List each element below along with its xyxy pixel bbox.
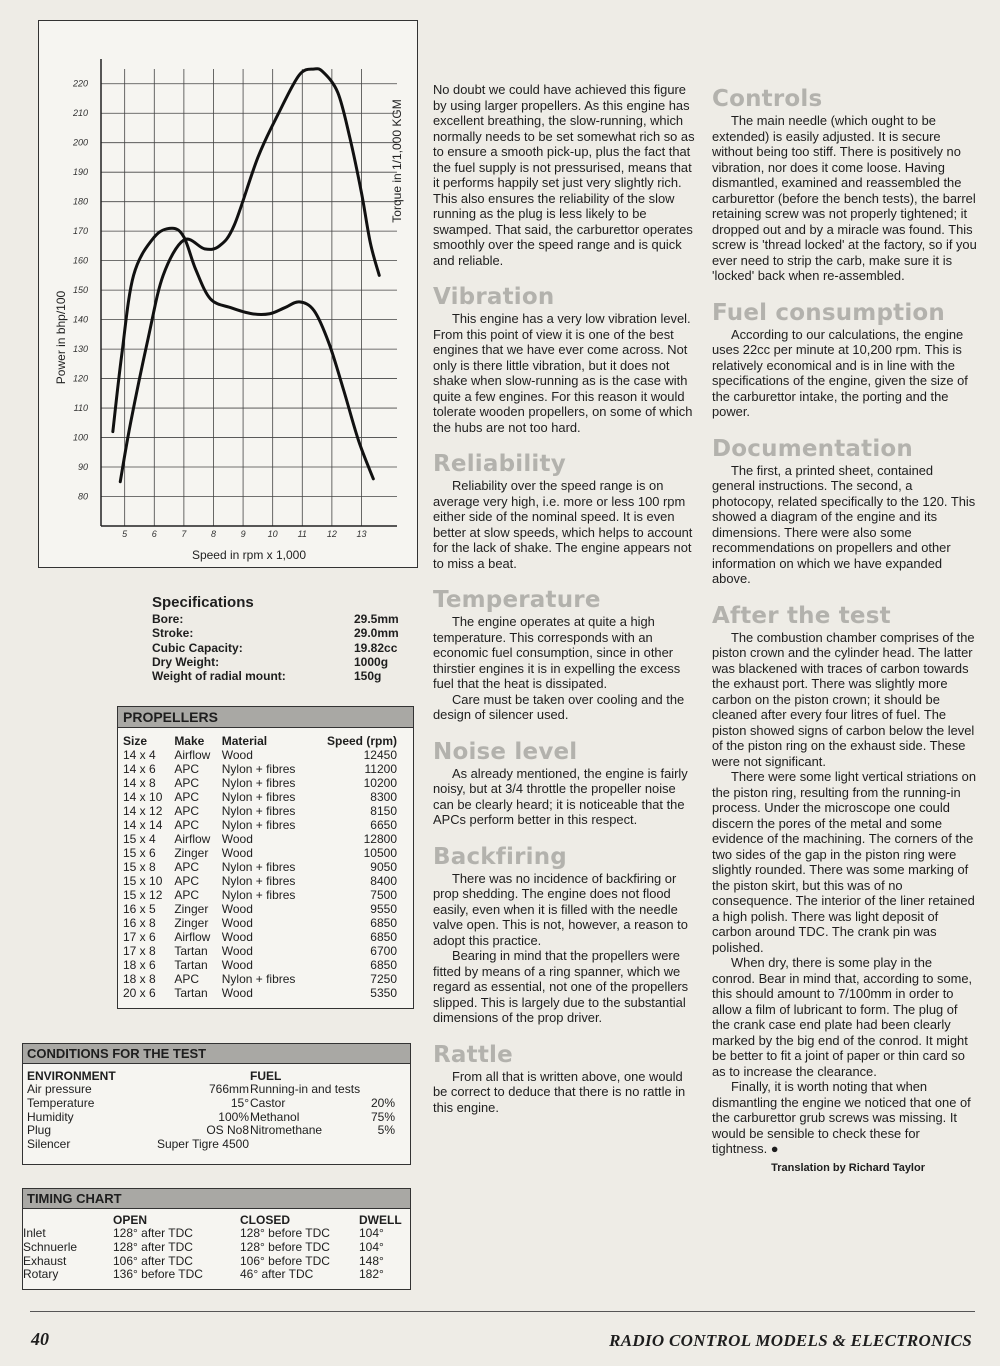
table-cell: Wood <box>221 944 253 958</box>
spec-label: Bore: <box>152 612 184 626</box>
timing-header: OPEN <box>113 1213 148 1227</box>
table-cell: Nylon + fibres <box>221 762 296 776</box>
table-row <box>118 986 413 1000</box>
paragraph: When dry, there is some play in the conrod. Bear in mind that, according to some, this should amount to 7/100mm in order to allow a film of lubricant to form. The plug of the crank case end plate had been clearly marked by the big end of the conrod. It might be better to fit a joint of paper or thin card so as to increase the clearance. <box>712 955 973 1079</box>
x-tick-label: 12 <box>326 529 337 539</box>
paragraph: Bearing in mind that the propellers were fitted by means of a ring spanner, which we regard as essential, not one of the propellers slipped. This is largely due to the substantial dimensions of the prop driver. <box>433 948 689 1025</box>
table-cell: Nylon + fibres <box>221 888 296 902</box>
timing-cell: 148° <box>359 1253 384 1268</box>
timing-cell: Exhaust <box>23 1253 67 1268</box>
spec-label: Weight of radial mount: <box>152 669 286 684</box>
table-cell: Wood <box>221 902 253 916</box>
table-cell: Wood <box>221 958 253 972</box>
paragraph: No doubt we could have achieved this figure by using larger propellers. As this engine has excellent breathing, the slow-running, which normally needs to be set somewhat rich so as to ensure a smooth pick-up, plus the fact that the fuel supply is not pressurised, means that it performs happily set just very slightly rich. This also ensures the reliability of the slow running as the plug is less likely to be swamped. That said, the carburettor operates smoothly over the speed range and is quick and reliable. <box>433 82 695 268</box>
y-tick-label: 90 <box>77 462 88 473</box>
fuel-label: Nitromethane <box>250 1123 323 1138</box>
table-cell: 5350 <box>370 986 397 1000</box>
propellers-header: Speed (rpm) <box>326 734 397 748</box>
environment-row <box>27 1083 249 1097</box>
section-heading: Fuel consumption <box>712 299 945 326</box>
table-cell: 8400 <box>370 874 397 888</box>
table-row <box>118 874 413 888</box>
fuel-label: Castor <box>250 1095 286 1110</box>
y-tick-label: 140 <box>72 314 88 325</box>
paragraph: This engine has a very low vibration level. From this point of view it is one of the best engines that we have ever come across. Not only is there little vibration, but it does not shake when slow-running as is the case with quite a few engines. For this reason it would tolerate wooden propellers, on some of which the hubs are not too hard. <box>433 311 693 435</box>
paragraph: There was no incidence of backfiring or prop shedding. The engine does not flood easily, even when it is filled with the needle valve open. This is not, however, a reason to adopt this practice. <box>433 870 688 948</box>
section-heading: Vibration <box>433 284 555 310</box>
table-row <box>118 958 413 972</box>
table-cell: 6850 <box>370 958 397 972</box>
x-tick-label: 11 <box>297 529 307 539</box>
table-cell: 17 x 6 <box>123 930 156 944</box>
timing-title: TIMING CHART <box>23 1189 410 1209</box>
fuel-value: 20% <box>370 1095 395 1110</box>
section-heading: Rattle <box>433 1041 513 1068</box>
section-heading: After the test <box>712 602 891 629</box>
table-cell: Nylon + fibres <box>221 972 296 986</box>
table-cell: 15 x 8 <box>123 860 156 874</box>
table-cell: Nylon + fibres <box>221 874 296 888</box>
environment-label: Temperature <box>27 1095 95 1110</box>
x-tick-label: 6 <box>151 529 157 539</box>
footer-rule <box>30 1311 975 1312</box>
paragraph: Care must be taken over cooling and the design of silencer used. <box>433 691 685 722</box>
table-cell: 9050 <box>370 860 397 874</box>
timing-cell: Schnuerle <box>23 1239 78 1254</box>
timing-box <box>22 1188 411 1290</box>
paragraph: The first, a printed sheet, contained general instructions. The second, a photocopy, related specifically to the 120. This showed a diagram of the engine and its dimensions. There were also some recommendations on propellers and other information on which we have expanded above. <box>712 462 976 586</box>
table-cell: 8300 <box>370 790 397 804</box>
timing-cell: Inlet <box>23 1226 46 1240</box>
page-number: 40 <box>31 1329 49 1349</box>
timing-cell: 128° before TDC <box>240 1226 330 1240</box>
conditions-box <box>22 1043 411 1165</box>
timing-table <box>23 1214 410 1282</box>
y-tick-label: 220 <box>72 78 88 89</box>
table-cell: Nylon + fibres <box>221 776 296 790</box>
paragraph: The engine operates at quite a high temperature. This corresponds with an economic fuel consumption, since in other thirstier engines it is in expelling the excess fuel that the heat is dissipated. <box>433 614 681 691</box>
table-row <box>118 818 413 832</box>
environment-header: ENVIRONMENT <box>27 1069 116 1083</box>
table-cell: APC <box>174 874 199 888</box>
torque-axis-label: Torque in 1/1,000 KGM <box>390 99 404 223</box>
environment-value: 100% <box>218 1109 249 1124</box>
table-cell: APC <box>174 972 199 986</box>
section-heading: Reliability <box>433 451 566 477</box>
table-cell: 15 x 10 <box>123 874 163 888</box>
table-cell: APC <box>174 776 199 790</box>
table-cell: 15 x 6 <box>123 846 156 860</box>
table-cell: Airflow <box>174 748 211 762</box>
environment-value: Super Tigre 4500 <box>156 1137 249 1152</box>
environment-row <box>27 1138 249 1152</box>
table-cell: 17 x 8 <box>123 944 156 958</box>
timing-header: CLOSED <box>240 1213 291 1227</box>
y-tick-label: 110 <box>73 403 88 414</box>
timing-cell: 104° <box>359 1239 384 1254</box>
table-cell: 12450 <box>363 748 397 762</box>
table-cell: Nylon + fibres <box>221 804 296 818</box>
specifications <box>152 594 412 683</box>
spec-row <box>152 641 412 655</box>
environment-column <box>27 1069 249 1152</box>
table-row <box>118 762 413 776</box>
fuel-column <box>250 1069 395 1138</box>
conditions-title: CONDITIONS FOR THE TEST <box>23 1044 410 1064</box>
table-row <box>118 776 413 790</box>
table-row <box>118 790 413 804</box>
table-cell: 6850 <box>370 916 397 930</box>
paragraph: The main needle (which ought to be extended) is easily adjusted. It is secure without being too stiff. There is positively no vibration, nor does it come loose. Having dismantled, examined and reassembled the carburettor (before the bench tests), the barrel retaining screw was not properly tightened; it dropped out and by a miracle was found. This screw is 'thread locked' at the factory, so if you ever need to strip the carb, make sure it is 'locked' back when re-assembled. <box>712 113 977 283</box>
table-cell: 12800 <box>363 832 397 846</box>
article-column-middle <box>433 82 698 1115</box>
environment-label: Humidity <box>27 1109 74 1124</box>
article-column-right <box>712 86 977 1174</box>
propellers-box <box>117 706 414 1009</box>
table-cell: 9550 <box>370 902 397 916</box>
timing-cell: 106° after TDC <box>113 1253 193 1268</box>
table-cell: Zinger <box>174 916 209 930</box>
section-heading: Temperature <box>433 587 601 613</box>
timing-cell: Rotary <box>23 1267 59 1282</box>
environment-value: OS No8 <box>206 1123 249 1138</box>
spec-label: Dry Weight: <box>152 654 220 669</box>
table-cell: Wood <box>221 986 253 1000</box>
timing-row <box>23 1255 410 1269</box>
environment-row <box>27 1124 249 1138</box>
table-cell: Airflow <box>174 930 211 944</box>
table-cell: 7500 <box>370 888 397 902</box>
spec-row <box>152 669 412 683</box>
fuel-note: Running-in and tests <box>250 1082 361 1096</box>
y-tick-label: 190 <box>72 167 88 178</box>
specifications-title: Specifications <box>152 594 254 611</box>
table-cell: Wood <box>221 930 253 944</box>
table-cell: 16 x 5 <box>123 902 156 916</box>
fuel-header: FUEL <box>250 1069 282 1083</box>
environment-value: 15° <box>230 1095 249 1110</box>
environment-row <box>27 1097 249 1111</box>
table-cell: 14 x 8 <box>123 776 156 790</box>
spec-value: 150g <box>354 669 382 684</box>
timing-row <box>23 1268 410 1282</box>
timing-cell: 128° before TDC <box>240 1239 330 1254</box>
section-heading: Documentation <box>712 435 914 462</box>
table-cell: 7250 <box>370 972 397 986</box>
performance-chart <box>38 20 418 568</box>
y-tick-label: 200 <box>72 137 88 148</box>
table-cell: 10500 <box>363 846 397 860</box>
table-row <box>118 902 413 916</box>
y-axis-label: Power in bhp/100 <box>54 290 68 385</box>
translation-credit: Translation by Richard Taylor <box>771 1161 925 1174</box>
table-row <box>118 748 413 762</box>
propellers-header: Make <box>174 734 205 748</box>
paragraph: From all that is written above, one would be correct to deduce that there is no rattle in this engine. <box>433 1068 686 1115</box>
chart-svg <box>39 21 419 569</box>
environment-row <box>27 1111 249 1125</box>
spec-value: 29.5mm <box>354 612 399 626</box>
table-cell: Airflow <box>174 832 211 846</box>
table-cell: 15 x 12 <box>123 888 163 902</box>
table-cell: 6650 <box>370 818 397 832</box>
x-tick-label: 13 <box>356 529 367 539</box>
table-cell: 14 x 14 <box>123 818 163 832</box>
environment-label: Air pressure <box>27 1082 92 1096</box>
timing-row <box>23 1227 410 1241</box>
fuel-value: 75% <box>370 1109 395 1124</box>
paragraph: There were some light vertical striations on the piston ring, resulting from the running-in process. Under the microscope one could discern the pores of the metal and some evidence of the machining. The corners of the two sides of the gap in the piston ring were slightly rounded. There was some marking of the piston skirt, but this was of no consequence. The interior of the liner retained a high polish. There was light deposit of carbon around TDC. The crank pin was polished. <box>712 769 977 955</box>
timing-cell: 46° after TDC <box>240 1267 314 1282</box>
table-row <box>118 944 413 958</box>
table-row <box>118 916 413 930</box>
table-row <box>118 804 413 818</box>
table-cell: 10200 <box>363 776 397 790</box>
table-cell: 15 x 4 <box>123 832 156 846</box>
paragraph: According to our calculations, the engine uses 22cc per minute at 10,200 rpm. This is relatively economical and is in line with the specifications of the engine, given the size of the carburettor intake, the porting and the power. <box>712 326 968 419</box>
table-cell: 11200 <box>364 762 397 776</box>
table-cell: Wood <box>221 832 253 846</box>
spec-row <box>152 655 412 669</box>
timing-cell: 106° before TDC <box>240 1253 330 1268</box>
table-cell: 16 x 8 <box>123 916 156 930</box>
table-cell: Wood <box>221 916 253 930</box>
x-tick-label: 5 <box>122 529 128 539</box>
table-cell: 20 x 6 <box>123 986 156 1000</box>
y-tick-label: 80 <box>77 491 88 502</box>
y-tick-label: 120 <box>72 373 88 384</box>
table-cell: Zinger <box>174 846 209 860</box>
table-cell: Tartan <box>174 944 208 958</box>
series-line-1 <box>120 69 379 482</box>
table-cell: Wood <box>221 846 253 860</box>
fuel-label: Methanol <box>250 1109 300 1124</box>
timing-cell: 128° after TDC <box>113 1226 193 1240</box>
spec-list <box>152 612 412 683</box>
y-tick-label: 180 <box>72 196 88 207</box>
propellers-header: Material <box>221 734 268 748</box>
paragraph: Reliability over the speed range is on average very high, i.e. more or less 100 rpm either side of the nominal speed. It is even better at slow speeds, which helps to account for the lack of shake. The engine appears not to miss a beat. <box>433 478 693 571</box>
table-cell: Zinger <box>174 902 209 916</box>
environment-label: Plug <box>27 1123 52 1138</box>
table-cell: Nylon + fibres <box>221 860 296 874</box>
timing-cell: 104° <box>359 1226 384 1240</box>
x-tick-label: 8 <box>210 529 216 539</box>
table-cell: 6700 <box>370 944 397 958</box>
table-cell: 14 x 10 <box>123 790 163 804</box>
table-row <box>118 846 413 860</box>
spec-value: 1000g <box>354 654 389 669</box>
table-row <box>118 860 413 874</box>
spec-value: 19.82cc <box>354 640 398 655</box>
table-cell: 18 x 6 <box>123 958 156 972</box>
paragraph: The combustion chamber comprises of the piston crown and the cylinder head. The latter was blackened with traces of carbon towards the exhaust port. There was slightly more carbon on the piston crown; it should be cleaned after every four litres of fuel. The piston showed signs of carbon below the level of the piston ring on the exhaust side. These were not significant. <box>712 629 975 769</box>
table-cell: APC <box>174 860 199 874</box>
propellers-table <box>118 734 413 1000</box>
section-heading: Noise level <box>433 738 578 765</box>
table-cell: Tartan <box>174 958 208 972</box>
environment-label: Silencer <box>27 1137 71 1152</box>
x-tick-label: 9 <box>240 529 246 539</box>
table-cell: APC <box>174 818 199 832</box>
table-cell: 14 x 12 <box>123 804 163 818</box>
y-tick-label: 170 <box>72 226 88 237</box>
timing-cell: 182° <box>359 1267 384 1282</box>
y-tick-label: 100 <box>72 432 88 443</box>
spec-row <box>152 612 412 626</box>
environment-value: 766mm <box>208 1082 249 1096</box>
propellers-title: PROPELLERS <box>118 707 413 728</box>
fuel-row <box>250 1111 395 1125</box>
section-heading: Controls <box>712 86 823 112</box>
propellers-header: Size <box>123 734 148 748</box>
y-tick-label: 130 <box>72 344 88 355</box>
spec-row <box>152 626 412 640</box>
table-cell: 18 x 8 <box>123 972 156 986</box>
table-row <box>118 930 413 944</box>
y-tick-label: 150 <box>72 285 88 296</box>
timing-cell: 128° after TDC <box>113 1239 193 1254</box>
fuel-row <box>250 1097 395 1111</box>
x-axis-label: Speed in rpm x 1,000 <box>191 548 307 562</box>
magazine-title: RADIO CONTROL MODELS & ELECTRONICS <box>609 1331 972 1350</box>
paragraph: As already mentioned, the engine is fairly noisy, but at 3/4 throttle the propeller noise can be clearly heard; it is noticeable that the APCs perform better in this respect. <box>433 765 688 827</box>
table-cell: APC <box>174 762 199 776</box>
table-cell: Tartan <box>174 986 208 1000</box>
table-row <box>118 972 413 986</box>
section-heading: Backfiring <box>433 843 567 870</box>
table-cell: APC <box>174 790 199 804</box>
conditions-grid <box>23 1064 410 1160</box>
y-tick-label: 210 <box>72 108 88 119</box>
timing-cell: 136° before TDC <box>113 1267 203 1282</box>
timing-header: DWELL <box>359 1213 402 1227</box>
fuel-row <box>250 1124 395 1138</box>
table-cell: 8150 <box>370 804 397 818</box>
table-cell: APC <box>174 888 199 902</box>
table-row <box>118 832 413 846</box>
table-cell: 14 x 6 <box>123 762 156 776</box>
paragraph: Finally, it is worth noting that when dismantling the engine we noticed that one of the carburettor grub screws was missing. It would be sensible to check these for tightness. ● <box>712 1079 971 1156</box>
table-cell: Wood <box>221 748 253 762</box>
spec-label: Cubic Capacity: <box>152 640 243 655</box>
y-tick-label: 160 <box>72 255 88 266</box>
spec-label: Stroke: <box>152 626 194 641</box>
timing-row <box>23 1241 410 1255</box>
table-cell: 14 x 4 <box>123 748 156 762</box>
table-cell: 6850 <box>370 930 397 944</box>
table-cell: APC <box>174 804 199 818</box>
table-row <box>118 888 413 902</box>
spec-value: 29.0mm <box>354 626 399 641</box>
x-tick-label: 10 <box>267 529 278 539</box>
table-cell: Nylon + fibres <box>221 790 296 804</box>
table-cell: Nylon + fibres <box>221 818 296 832</box>
fuel-value: 5% <box>377 1123 395 1138</box>
x-tick-label: 7 <box>181 529 187 539</box>
